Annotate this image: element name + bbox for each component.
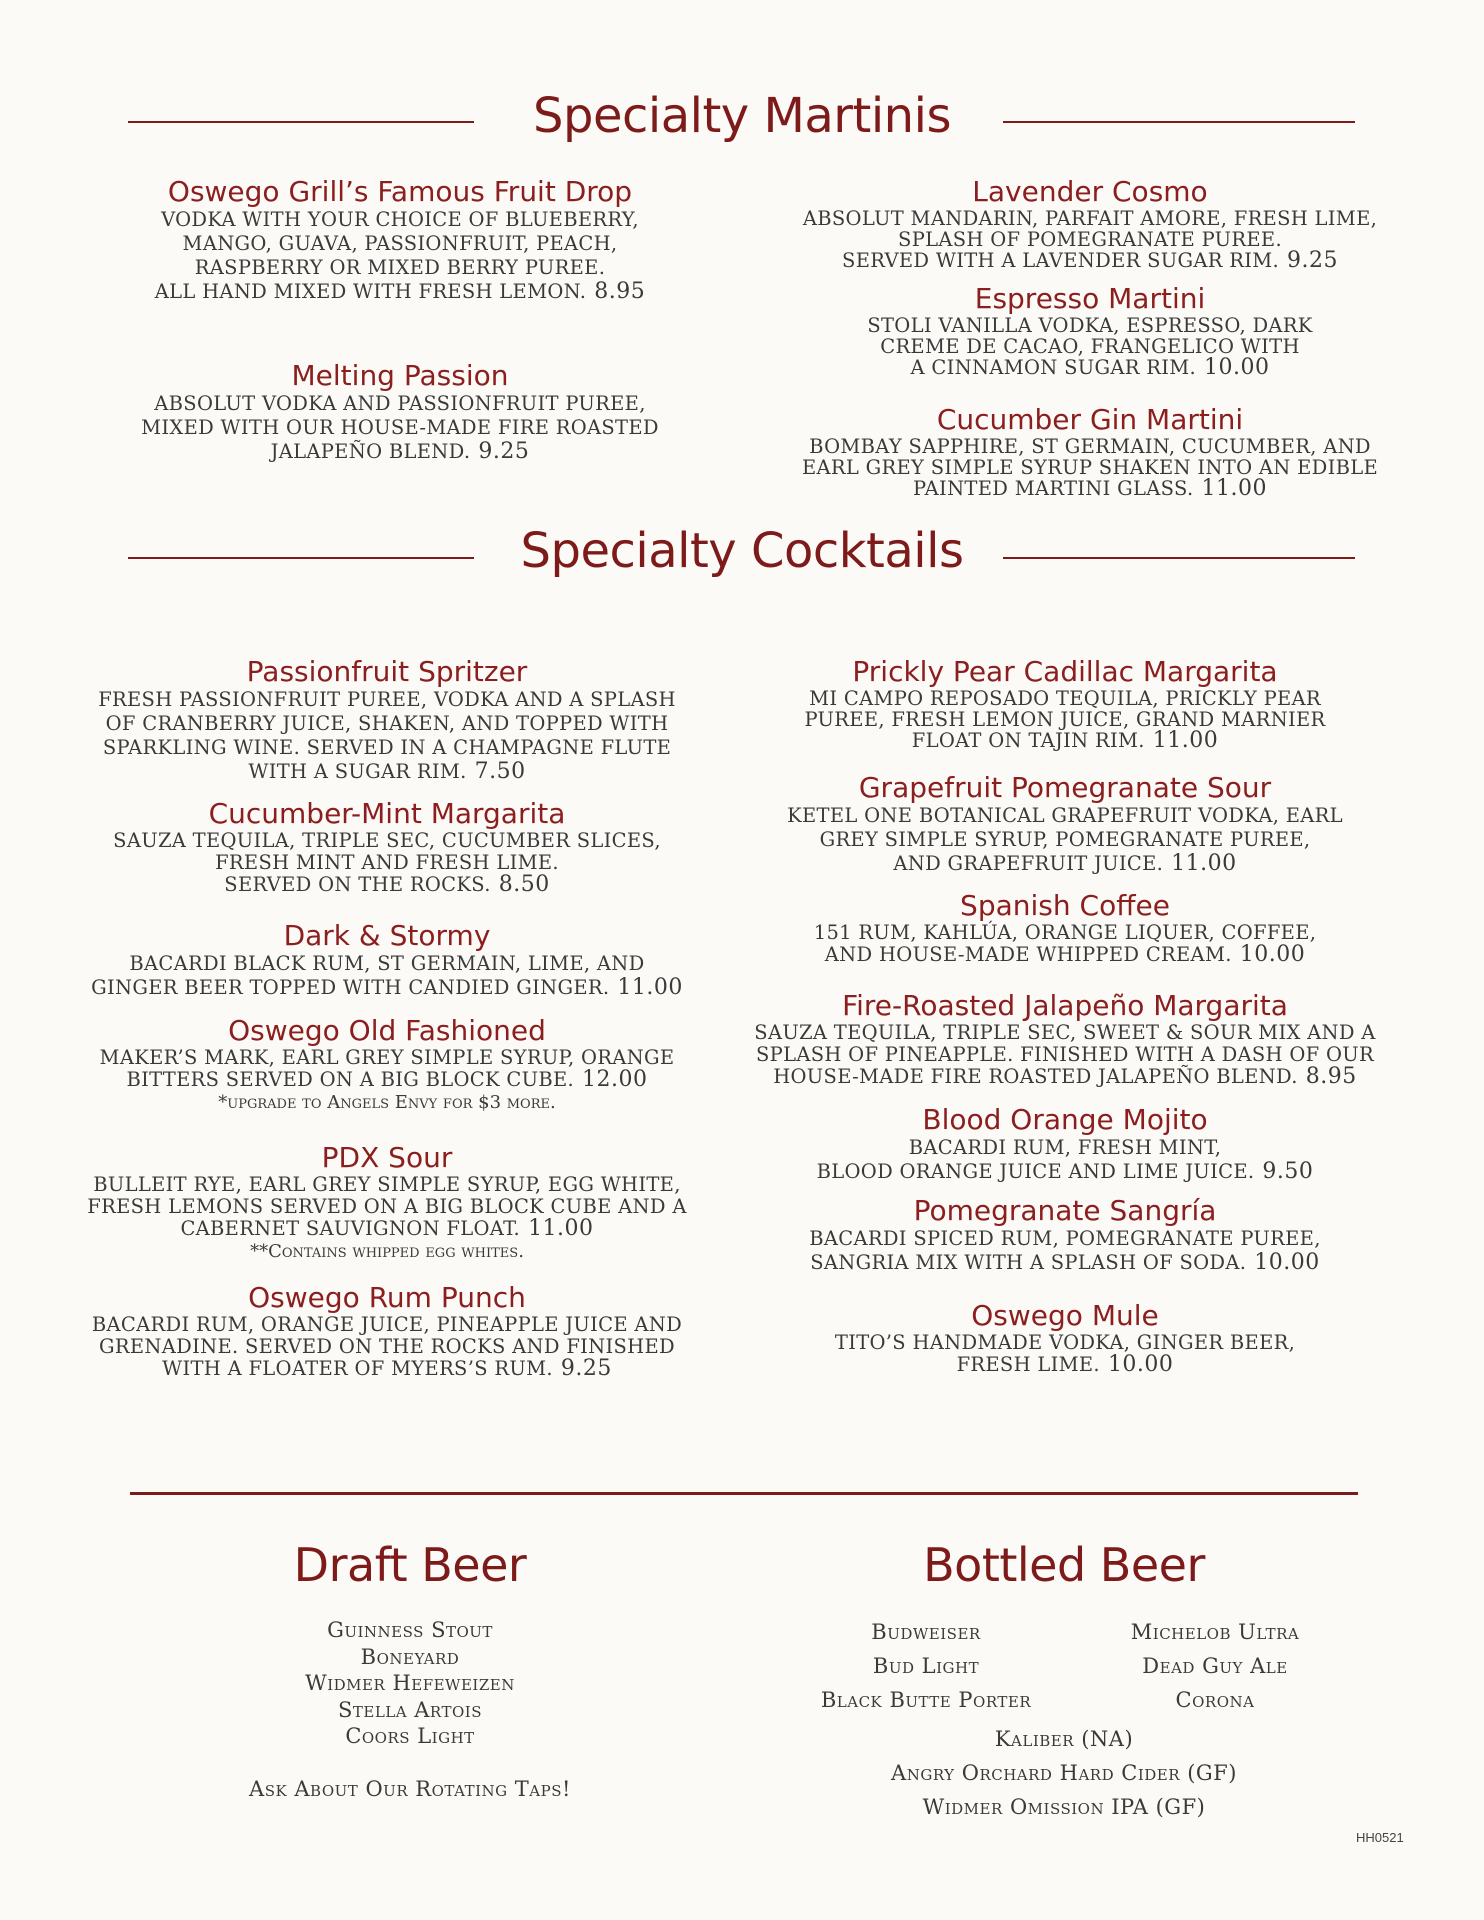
beer-item: Corona [1175, 1688, 1255, 1712]
menu-item-spanish-coffee [745, 890, 1385, 966]
item-name: Cucumber-Mint Margarita [208, 797, 566, 830]
item-price: 12.00 [582, 1067, 648, 1092]
item-description: SAUZA TEQUILA, TRIPLE SEC, CUCUMBER SLICES, FRESH MINT AND FRESH LIME. SERVED ON THE ROCKS. 8.50 [113, 829, 661, 897]
item-description: BACARDI BLACK RUM, ST GERMAIN, LIME, AND GINGER BEER TOPPED WITH CANDIED GINGER. 11.00 [91, 952, 683, 1000]
cocktails-rule-left [128, 557, 474, 559]
item-price: 10.00 [1239, 942, 1306, 967]
menu-item-melting-passion [100, 360, 700, 464]
item-name: Oswego Rum Punch [248, 1281, 526, 1314]
menu-item-blood-orange-mojito [745, 1104, 1385, 1184]
menu-item-oswego-mule [745, 1300, 1385, 1376]
beer-item: Michelob Ultra [1130, 1620, 1300, 1644]
item-note: **Contains whipped egg whites. [250, 1241, 524, 1262]
menu-item-fruit-drop [100, 176, 700, 304]
martinis-rule-right [1003, 121, 1355, 123]
item-price: 9.25 [560, 1356, 612, 1381]
menu-item-prickly-pear-margarita [745, 656, 1385, 751]
item-price: 11.00 [617, 975, 683, 1000]
beer-item: Dead Guy Ale [1142, 1654, 1288, 1678]
menu-code: HH0521 [1356, 1830, 1404, 1845]
menu-item-dark-and-stormy [70, 920, 704, 1000]
item-name: Blood Orange Mojito [922, 1103, 1208, 1136]
item-description: BACARDI SPICED RUM, POMEGRANATE PUREE, SANGRIA MIX WITH A SPLASH OF SODA. 10.00 [809, 1227, 1321, 1275]
beer-item: Stella Artois [338, 1697, 482, 1722]
beer-item: Black Butte Porter [820, 1688, 1032, 1712]
menu-item-lavender-cosmo [780, 176, 1400, 271]
bottled-beer-list-center [814, 1722, 1314, 1824]
item-name: Oswego Old Fashioned [228, 1014, 546, 1047]
item-name: Oswego Grill’s Famous Fruit Drop [167, 175, 633, 208]
item-description: BULLEIT RYE, EARL GREY SIMPLE SYRUP, EGG WHITE, FRESH LEMONS SERVED ON A BIG BLOCK CUBE AND A CABERNET SAUVIGNON FLOAT. 11.00 [87, 1173, 687, 1241]
item-description: STOLI VANILLA VODKA, ESPRESSO, DARK CREME DE CACAO, FRANGELICO WITH A CINNAMON SUGAR RIM. 10.00 [867, 314, 1313, 380]
beer-item: Widmer Hefeweizen [305, 1671, 515, 1695]
item-name: Prickly Pear Cadillac Margarita [852, 655, 1278, 688]
item-name: Fire-Roasted Jalapeño Margarita [842, 989, 1288, 1022]
draft-beer-title: Draft Beer [293, 1538, 527, 1592]
martinis-title: Specialty Martinis [533, 88, 951, 144]
item-price: 8.95 [594, 279, 646, 304]
item-price: 9.25 [478, 439, 530, 464]
item-description: FRESH PASSIONFRUIT PUREE, VODKA AND A SPLASH OF CRANBERRY JUICE, SHAKEN, AND TOPPED WITH SPARKLING WINE. SERVED IN A CHAMPAGNE FLUTE WITH A SUGAR RIM. 7.50 [98, 688, 676, 784]
item-price: 11.00 [1201, 476, 1267, 501]
item-name: Dark & Stormy [283, 919, 491, 952]
menu-item-oswego-rum-punch [70, 1282, 704, 1380]
menu-item-pomegranate-sangria [745, 1195, 1385, 1275]
beer-item: Angry Orchard Hard Cider (GF) [891, 1761, 1237, 1785]
item-price: 10.00 [1107, 1352, 1174, 1377]
item-description: BACARDI RUM, ORANGE JUICE, PINEAPPLE JUICE AND GRENADINE. SERVED ON THE ROCKS AND FINISHED WITH A FLOATER OF MYERS’S RUM. 9.25 [91, 1313, 683, 1381]
beer-item: Bud Light [872, 1654, 980, 1678]
item-description: 151 RUM, KAHLÚA, ORANGE LIQUER, COFFEE, AND HOUSE-MADE WHIPPED CREAM. 10.00 [813, 921, 1317, 967]
item-name: Passionfruit Spritzer [246, 655, 528, 688]
menu-item-passionfruit-spritzer [70, 656, 704, 784]
item-description: MAKER’S MARK, EARL GREY SIMPLE SYRUP, ORANGE BITTERS SERVED ON A BIG BLOCK CUBE. 12.00 [99, 1046, 675, 1092]
item-description: ABSOLUT VODKA AND PASSIONFRUIT PUREE, MIXED WITH OUR HOUSE-MADE FIRE ROASTED JALAPEÑO BLEND. 9.25 [141, 392, 659, 464]
beer-item: Guinness Stout [327, 1618, 493, 1642]
beer-item: Coors Light [345, 1724, 475, 1748]
item-description: KETEL ONE BOTANICAL GRAPEFRUIT VODKA, EARL GREY SIMPLE SYRUP, POMEGRANATE PUREE, AND GRAPEFRUIT JUICE. 11.00 [787, 804, 1343, 876]
rotating-taps-note: Ask About Our Rotating Taps! [249, 1777, 571, 1801]
item-name: Lavender Cosmo [972, 175, 1208, 208]
menu-item-cucumber-gin-martini [780, 404, 1400, 499]
item-note: *upgrade to Angels Envy for $3 more. [218, 1092, 556, 1113]
bottled-beer-title: Bottled Beer [923, 1538, 1205, 1592]
item-name: Spanish Coffee [960, 889, 1170, 922]
cocktails-rule-right [1003, 557, 1355, 559]
item-price: 8.50 [498, 872, 550, 897]
item-price: 8.95 [1305, 1064, 1357, 1089]
item-description: BACARDI RUM, FRESH MINT, BLOOD ORANGE JUICE AND LIME JUICE. 9.50 [816, 1136, 1314, 1184]
item-description: TITO’S HANDMADE VODKA, GINGER BEER, FRESH LIME. 10.00 [834, 1331, 1296, 1377]
item-name: Grapefruit Pomegranate Sour [858, 771, 1272, 804]
item-name: Pomegranate Sangría [913, 1194, 1217, 1227]
menu-item-oswego-old-fashioned [70, 1015, 704, 1115]
item-price: 7.50 [474, 759, 526, 784]
item-price: 9.50 [1262, 1159, 1314, 1184]
draft-beer-list [180, 1617, 640, 1750]
beer-item: Budweiser [871, 1620, 981, 1644]
martinis-rule-left [128, 121, 474, 123]
item-price: 10.00 [1204, 355, 1270, 380]
menu-item-espresso-martini [780, 283, 1400, 378]
cocktails-title: Specialty Cocktails [520, 523, 964, 579]
beer-item: Kaliber (NA) [994, 1727, 1134, 1751]
item-price: 11.00 [1171, 851, 1237, 876]
item-description: VODKA WITH YOUR CHOICE OF BLUEBERRY, MANGO, GUAVA, PASSIONFRUIT, PEACH, RASPBERRY OR MIXED BERRY PUREE. ALL HAND MIXED WITH FRESH LEMON. 8.95 [154, 208, 646, 304]
item-name: PDX Sour [321, 1141, 453, 1174]
bottled-beer-list-right [1070, 1615, 1360, 1717]
item-description: MI CAMPO REPOSADO TEQUILA, PRICKLY PEAR PUREE, FRESH LEMON JUICE, GRAND MARNIER FLOAT ON TAJIN RIM. 11.00 [804, 687, 1326, 753]
beer-item: Boneyard [360, 1644, 460, 1669]
item-description: SAUZA TEQUILA, TRIPLE SEC, SWEET & SOUR MIX AND A SPLASH OF PINEAPPLE. FINISHED WITH A DASH OF OUR HOUSE-MADE FIRE ROASTED JALAPEÑO BLEND. 8.95 [754, 1021, 1376, 1089]
item-price: 10.00 [1254, 1250, 1320, 1275]
item-description: ABSOLUT MANDARIN, PARFAIT AMORE, FRESH LIME, SPLASH OF POMEGRANATE PUREE. SERVED WITH A LAVENDER SUGAR RIM. 9.25 [802, 207, 1378, 273]
item-price: 11.00 [1152, 728, 1219, 753]
item-price: 9.25 [1286, 248, 1338, 273]
beer-divider [130, 1492, 1358, 1495]
menu-item-fire-roasted-jalapeno-margarita [745, 990, 1385, 1088]
menu-item-grapefruit-pomegranate-sour [745, 772, 1385, 876]
item-description: BOMBAY SAPPHIRE, ST GERMAIN, CUCUMBER, AND EARL GREY SIMPLE SYRUP SHAKEN INTO AN EDIBLE PAINTED MARTINI GLASS. 11.00 [801, 435, 1378, 501]
item-name: Oswego Mule [971, 1299, 1159, 1332]
menu-item-pdx-sour [70, 1142, 704, 1264]
item-price: 11.00 [528, 1216, 594, 1241]
item-name: Melting Passion [291, 359, 509, 392]
menu-item-cucumber-mint-margarita [70, 798, 704, 896]
item-name: Cucumber Gin Martini [936, 403, 1244, 436]
bottled-beer-list-left [776, 1615, 1076, 1717]
item-name: Espresso Martini [974, 282, 1206, 315]
beer-item: Widmer Omission IPA (GF) [922, 1795, 1206, 1819]
